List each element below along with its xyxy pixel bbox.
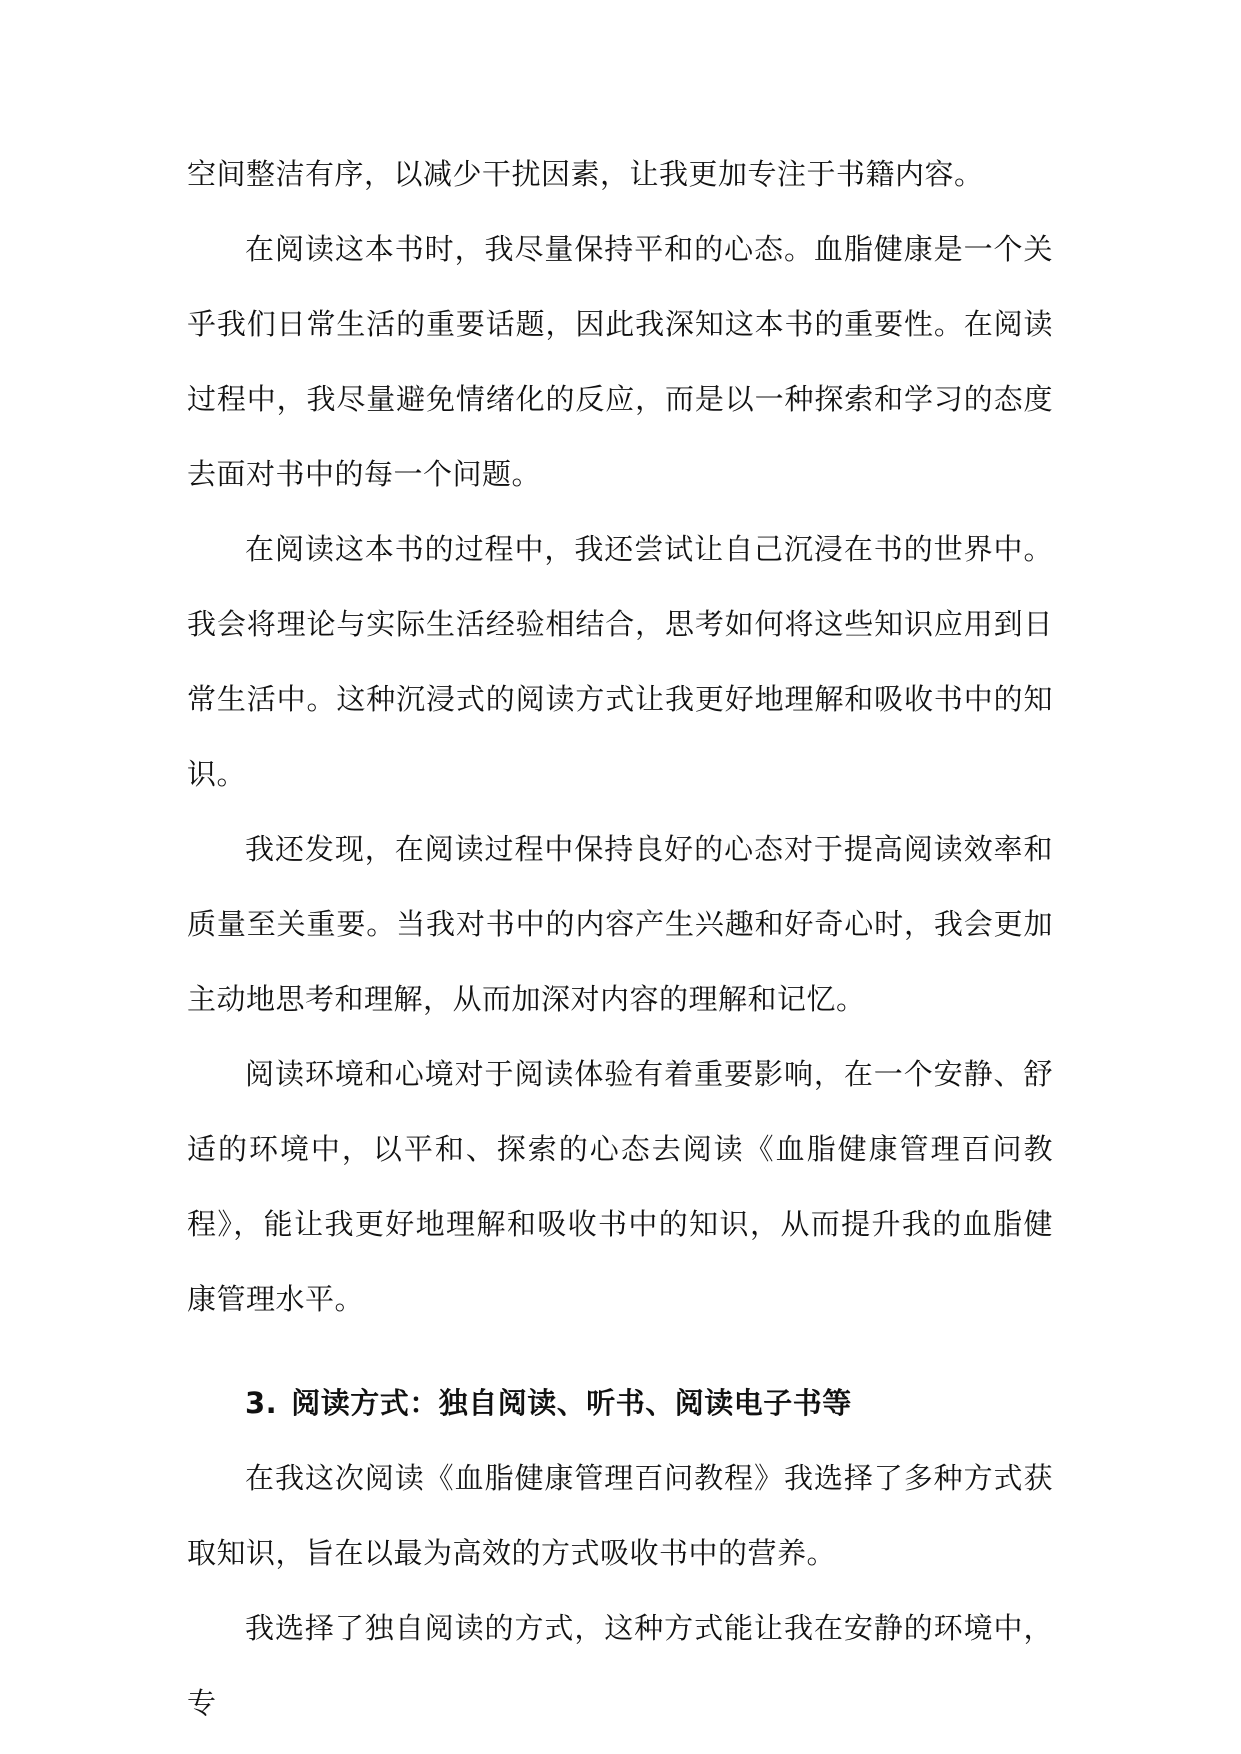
paragraph-immersion: 在阅读这本书的过程中，我还尝试让自己沉浸在书的世界中。我会将理论与实际生活经验相结合，思考如何将这些知识应用到日常生活中。这种沉浸式的阅读方式让我更好地理解和吸收书中的知识。 xyxy=(187,532,1053,791)
section-title: 阅读方式：独自阅读、听书、阅读电子书等 xyxy=(291,1386,852,1420)
paragraph-calm-mindset: 在阅读这本书时，我尽量保持平和的心态。血脂健康是一个关乎我们日常生活的重要话题，因此我深知这本书的重要性。在阅读过程中，我尽量避免情绪化的反应，而是以一种探索和学习的态度去面对书中的每一个问题。 xyxy=(187,232,1053,491)
paragraph-continuation: 空间整洁有序，以减少干扰因素，让我更加专注于书籍内容。 xyxy=(187,157,984,191)
section-heading xyxy=(187,1366,1053,1441)
paragraph-environment-summary: 阅读环境和心境对于阅读体验有着重要影响，在一个安静、舒适的环境中，以平和、探索的心态去阅读《血脂健康管理百问教程》，能让我更好地理解和吸收书中的知识，从而提升我的血脂健康管理水平。 xyxy=(187,1057,1053,1316)
paragraph-solo-reading: 我选择了独自阅读的方式，这种方式能让我在安静的环境中，专 xyxy=(187,1611,1053,1720)
paragraph-reading-methods: 在我这次阅读《血脂健康管理百问教程》我选择了多种方式获取知识，旨在以最为高效的方式吸收书中的营养。 xyxy=(187,1461,1053,1570)
section-number: 3. xyxy=(245,1386,278,1420)
document-body xyxy=(187,137,1053,1741)
paragraph-good-mindset: 我还发现，在阅读过程中保持良好的心态对于提高阅读效率和质量至关重要。当我对书中的内容产生兴趣和好奇心时，我会更加主动地思考和理解，从而加深对内容的理解和记忆。 xyxy=(187,832,1053,1016)
